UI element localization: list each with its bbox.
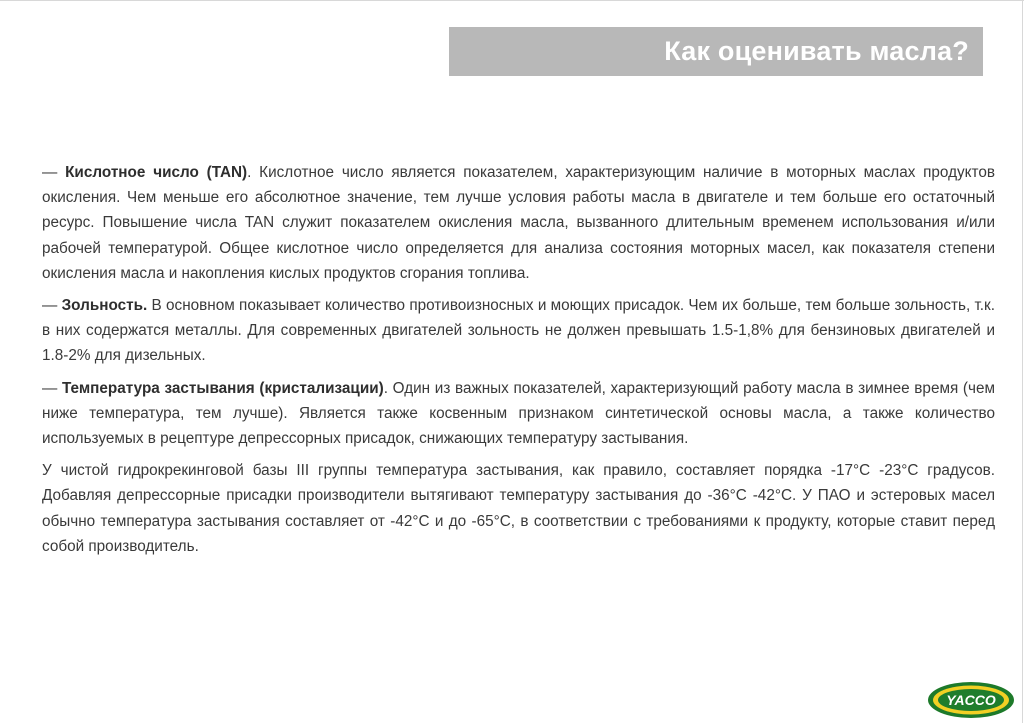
paragraph-text: У чистой гидрокрекинговой базы III группы температура застывания, как правило, составляет порядка -17°С -23°С градусов. Добавляя депрессорные присадки производители вытягивают температуру застывания до -36°С -42°С. У ПАО и эстеровых масел обычно температура застывания составляет от -42°С и до -65°С, в соответствии с требованиями к продукту, которые ставит перед собой производитель. xyxy=(42,462,995,555)
paragraph-lead: — xyxy=(42,297,62,315)
paragraph-lead: — xyxy=(42,379,62,397)
paragraph-text: В основном показывает количество противоизносных и моющих присадок. Чем их больше, тем больше зольность, т.к. в них содержатся металлы. Для современных двигателей зольность не должен превышать 1.5-1,8% для бензиновых двигателей и 1.8-2% для дизельных. xyxy=(42,297,996,365)
paragraph-text: . Один из важных показателей, характеризующий работу масла в зимнее время (чем ниже температура, тем лучше). Является также косвенным признаком синтетической основы масла, а также количество используемых в рецептуре депрессорных присадок, снижающих температуру застывания. xyxy=(42,379,996,448)
paragraph-ash xyxy=(42,293,995,369)
page-title: Как оценивать масла? xyxy=(664,36,969,66)
term-tan: Кислотное число (TAN) xyxy=(65,164,248,181)
paragraph-lead: — xyxy=(42,164,66,181)
term-pour-point: Температура застывания (кристализации) xyxy=(61,379,384,397)
main-text xyxy=(42,160,995,566)
term-ash: Зольность. xyxy=(61,297,148,315)
paragraph-base-oils xyxy=(42,458,995,559)
top-border-line xyxy=(0,0,1024,1)
yacco-logo-icon xyxy=(926,680,1016,720)
paragraph-text: . Кислотное число является показателем, характеризующим наличие в моторных маслах продуктов окисления. Чем меньше его абсолютное значение, тем лучше условия работы масла в двигателе и тем больше его остаточный ресурс. Повышение числа TAN служит показателем окисления масла, вызванного длительным временем использования и/или рабочей температурой. Общее кислотное число определяется для анализа состояния моторных масел, как показателя степени окисления масла и накопления кислых продуктов сгорания топлива. xyxy=(42,164,996,282)
logo-text: YACCO xyxy=(946,692,996,708)
right-border-line xyxy=(1022,0,1023,723)
paragraph-pour-point xyxy=(42,376,995,452)
paragraph-tan xyxy=(42,160,995,286)
title-banner xyxy=(449,27,983,76)
